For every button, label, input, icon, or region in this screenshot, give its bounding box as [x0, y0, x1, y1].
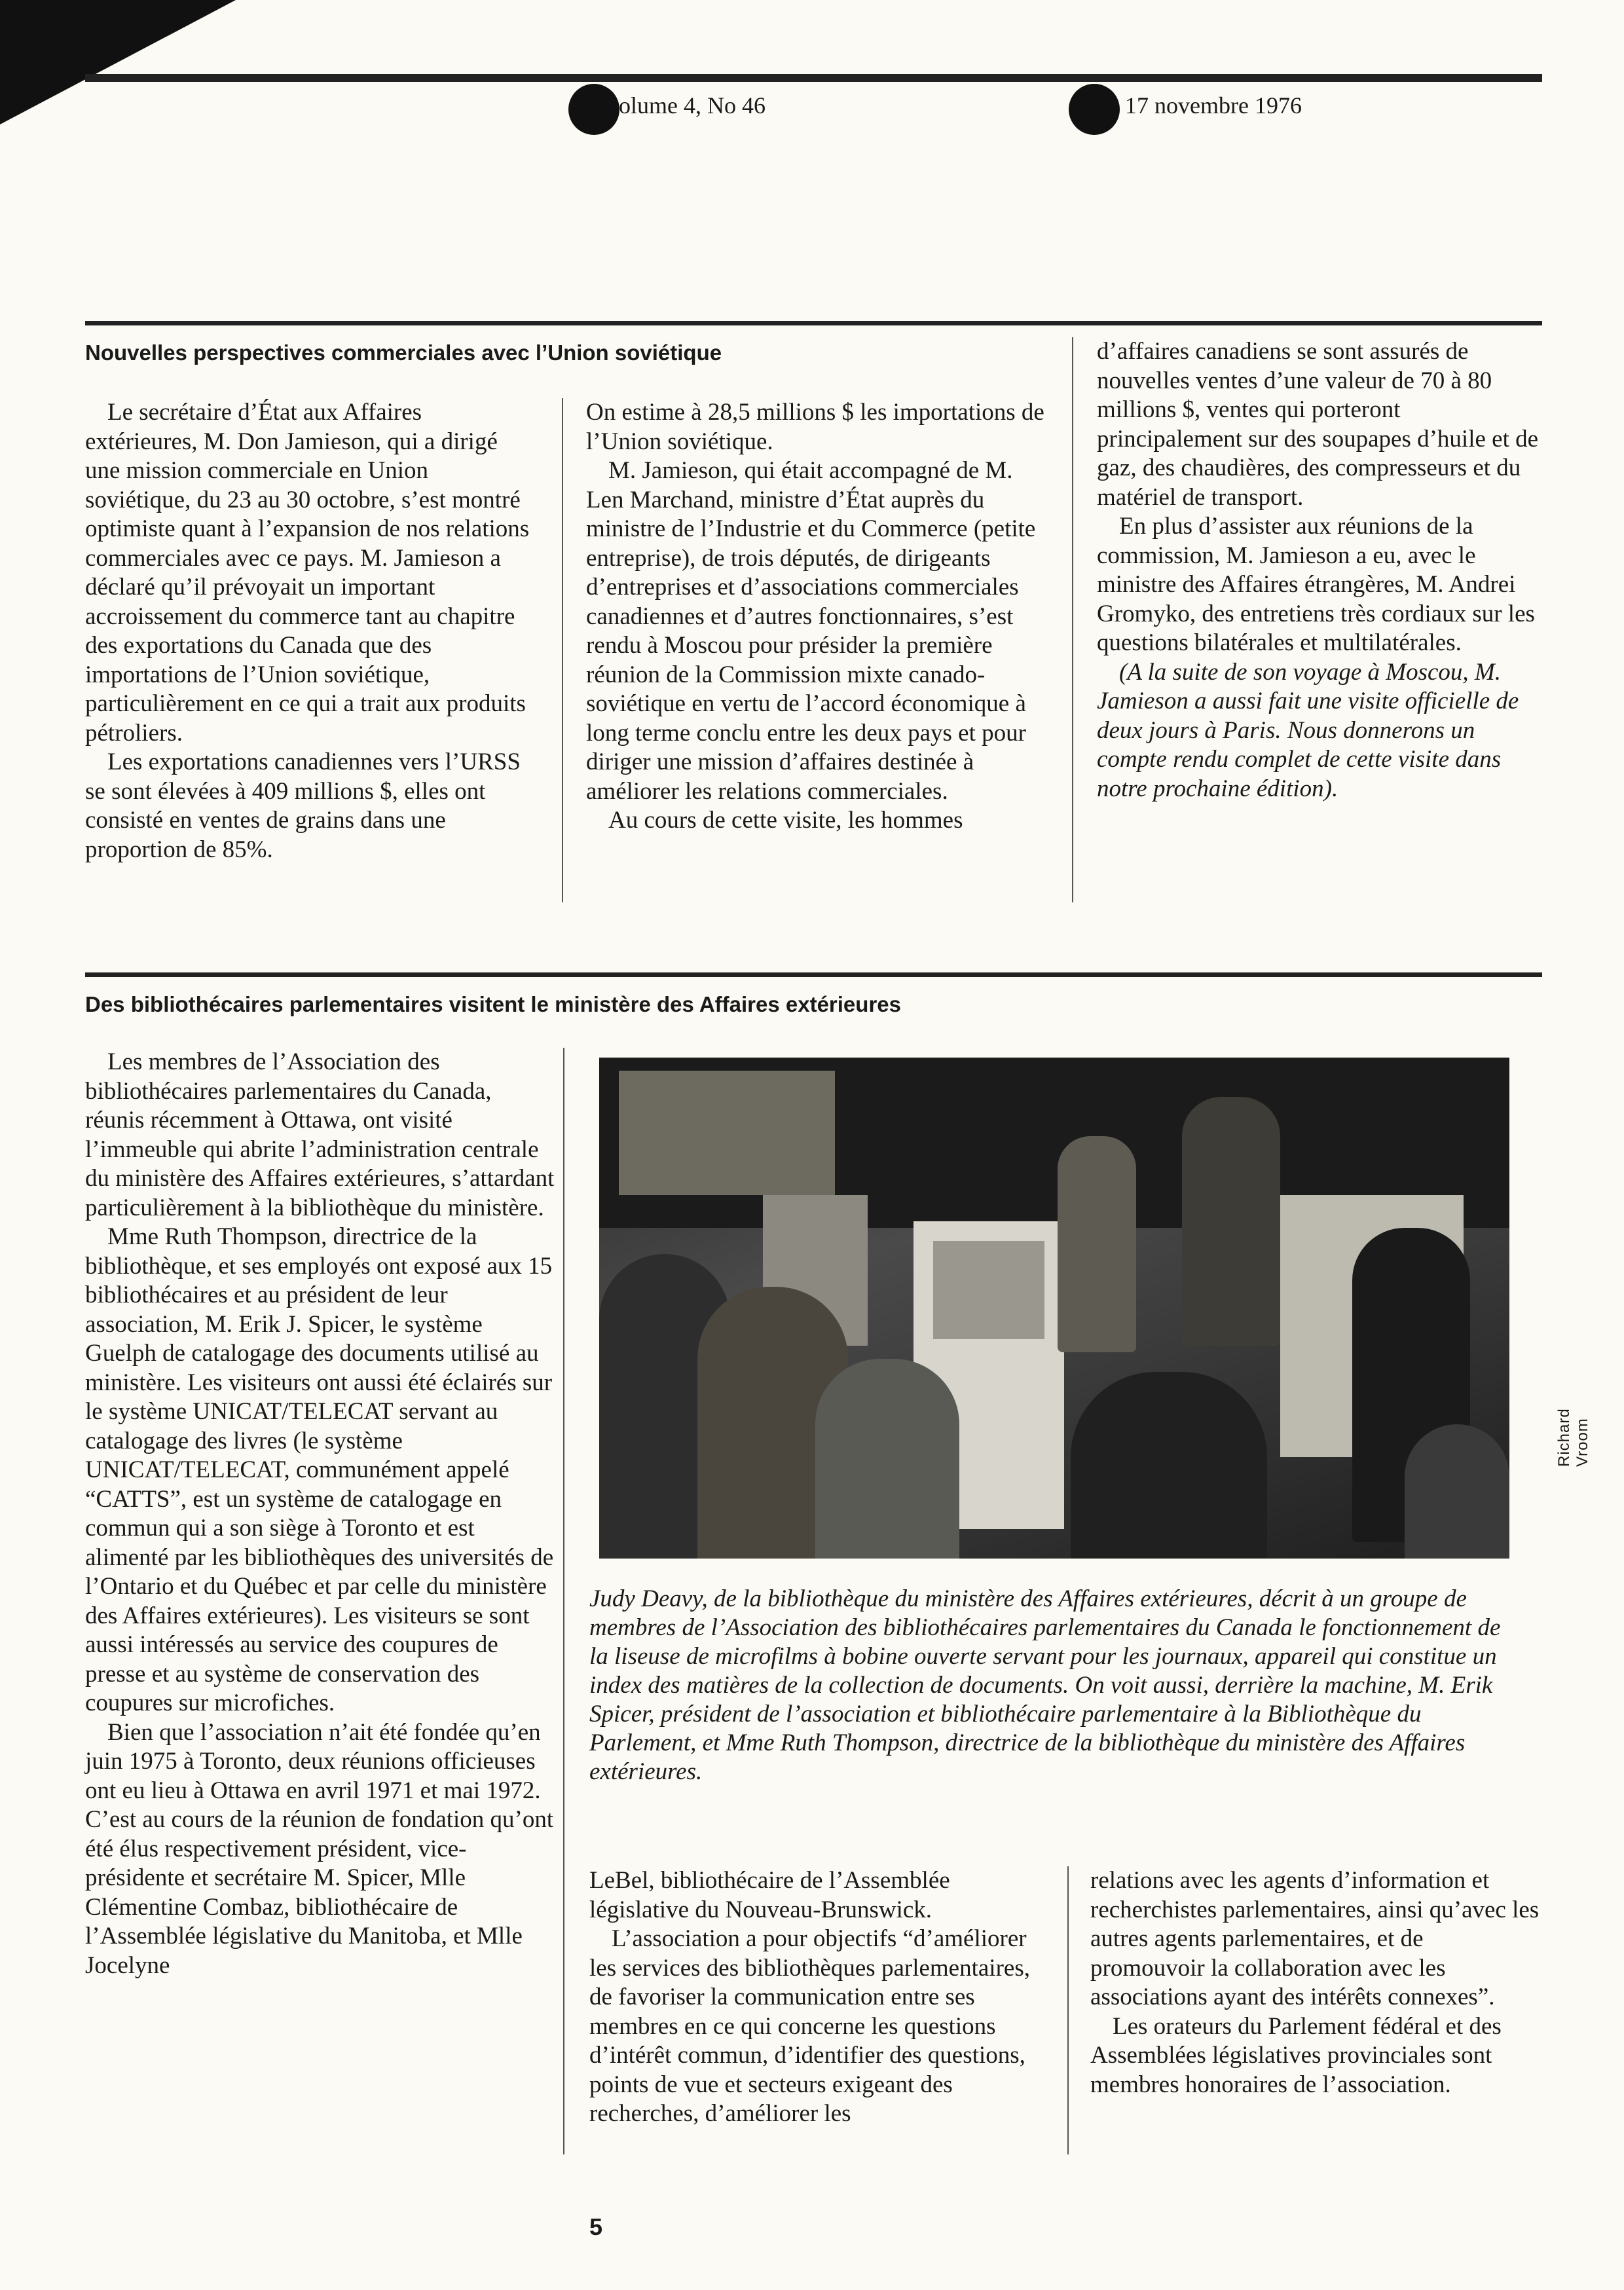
article2-headline: Des bibliothécaires parlementaires visitent le ministère des Affaires extérieures [85, 992, 901, 1016]
page-number: 5 [589, 2213, 603, 2240]
paragraph: Mme Ruth Thompson, directrice de la bibliothèque, et ses employés ont exposé aux 15 bibliothécaires et au président de leur association, M. Erik J. Spicer, le système Guelph de catalogage des documents utilisé au ministère. Les visiteurs ont aussi été éclairés sur le système UNICAT/TELECAT servant au catalogage des livres (le système UNICAT/TELECAT, communément appelé “CATTS”, est un système de catalogage en commun qui a son siège à Toronto et est alimenté par les bibliothèques des universités de l’Ontario et du Québec et par celle du ministère des Affaires extérieures). Les visiteurs se sont aussi intéressés au service des coupures de presse et au système de conservation des coupures sur microfiches. [85, 1223, 554, 1716]
paragraph: En plus d’assister aux réunions de la commission, M. Jamieson a eu, avec le ministre des Affaires étrangères, M. Andrei Gromyko, des entretiens très cordiaux sur les questions bilatérales et multilatérales. [1097, 513, 1535, 656]
photo-visitor-5 [1405, 1424, 1509, 1559]
paragraph: M. Jamieson, qui était accompagné de M. Len Marchand, ministre d’État auprès du ministre de l’Industrie et du Commerce (petite entreprise), de trois députés, de dirigeants d’entreprises et d’associations commerciales canadiennes et d’autres fonctionnaires, s’est rendu à Moscou pour présider la première réunion de la Commission mixte canado-soviétique en vertu de l’accord économique à long terme conclu entre les deux pays et pour diriger une mission d’affaires destinée à améliorer les relations commerciales. [586, 457, 1036, 805]
column-divider [562, 398, 563, 902]
photo-person-standing [1058, 1136, 1136, 1352]
article1-column-3 [1097, 337, 1542, 803]
photo-person-man [1182, 1097, 1280, 1346]
volume-number: olume 4, No 46 [619, 92, 766, 119]
paragraph: L’association a pour objectifs “d’améliorer les services des bibliothèques parlementaires, de favoriser la communication entre ses membres en ce qui concerne les questions d’intérêt commun, d’identifier des questions, points de vue et secteurs exigeant des recherches, d’améliorer les [589, 1925, 1030, 2127]
article1-rule [85, 321, 1542, 325]
article2-column-3 [1090, 1866, 1542, 2099]
article2-rule [85, 972, 1542, 977]
photo-reader-screen [933, 1241, 1044, 1339]
paragraph: Les orateurs du Parlement fédéral et des Assemblées législatives provinciales sont membres honoraires de l’association. [1090, 2012, 1502, 2098]
paragraph: d’affaires canadiens se sont assurés de nouvelles ventes d’une valeur de 70 à 80 millions $, ventes qui porteront principalement sur des soupapes d’huile et de gaz, des chaudières, des compresseurs et du matériel de transport. [1097, 338, 1539, 511]
column-divider [1072, 337, 1073, 902]
article1-column-1 [85, 398, 537, 864]
paragraph: Au cours de cette visite, les hommes [608, 807, 963, 834]
photo-caption: Judy Deavy, de la bibliothèque du ministère des Affaires extérieures, décrit à un groupe de membres de l’Association des bibliothécaires parlementaires du Canada le fonctionnement de la liseuse de microfilms à bobine ouverte servant pour les journaux, appareil qui constitue un index des matières de la collection de documents. On voit aussi, derrière la machine, M. Erik Spicer, président de l’association et bibliothécaire parlementaire à la Bibliothèque du Parlement, et Mme Ruth Thompson, directrice de la bibliothèque du ministère des Affaires extérieures. [589, 1585, 1501, 1785]
column-divider [563, 1048, 564, 2154]
library-photo [599, 1058, 1509, 1559]
photo-bulletin-board [619, 1071, 835, 1195]
punch-hole-right [1069, 84, 1120, 135]
paragraph: Le secrétaire d’État aux Affaires extérieures, M. Don Jamieson, qui a dirigé une mission commerciale en Union soviétique, du 23 au 30 octobre, s’est montré optimiste quant à l’expansion de nos relations commerciales avec ce pays. M. Jamieson a déclaré qu’il prévoyait un important accroissement du commerce tant au chapitre des exportations du Canada que des importations de l’Union soviétique, particulièrement en ce qui a trait aux produits pétroliers. [85, 399, 530, 747]
punch-hole-left [568, 84, 619, 135]
issue-date: 17 novembre 1976 [1125, 92, 1302, 119]
column-divider [1067, 1866, 1069, 2154]
paragraph: Les membres de l’Association des bibliothécaires parlementaires du Canada, réunis récemment à Ottawa, ont visité l’immeuble qui abrite l’administration centrale du ministère des Affaires extérieures, s’attardant particulièrement à la bibliothèque du ministère. [85, 1048, 555, 1221]
scan-corner-fold [0, 0, 236, 124]
photo-credit: Richard Vroom [1555, 1408, 1591, 1467]
paragraph: Bien que l’association n’ait été fondée qu’en juin 1975 à Toronto, deux réunions officieuses ont eu lieu à Ottawa en avril 1971 et mai 1972. C’est au cours de la réunion de fondation qu’ont été élus respectivement président, vice-présidente et secrétaire M. Spicer, Mlle Clémentine Combaz, bibliothécaire de l’Assemblée législative du Manitoba, et Mlle Jocelyne [85, 1718, 554, 1979]
article1-column-2 [586, 398, 1051, 836]
article2-column-1 [85, 1048, 557, 1980]
photo-visitor-3 [815, 1359, 959, 1559]
photo-visitor-4 [1071, 1372, 1267, 1559]
paragraph-italic-note: (A la suite de son voyage à Moscou, M. Jamieson a aussi fait une visite officielle de deux jours à Paris. Nous donnerons un compte rendu complet de cette visite dans notre prochaine édition). [1097, 658, 1519, 802]
article2-column-2 [589, 1866, 1048, 2129]
article1-headline: Nouvelles perspectives commerciales avec l’Union soviétique [85, 341, 722, 365]
paragraph: On estime à 28,5 millions $ les importations de l’Union soviétique. [586, 399, 1044, 455]
paragraph: relations avec les agents d’information et recherchistes parlementaires, ainsi qu’avec les autres agents parlementaires, et de promouvoir la collaboration avec les associations ayant des intérêts connexes”. [1090, 1867, 1540, 2010]
paragraph: LeBel, bibliothécaire de l’Assemblée législative du Nouveau-Brunswick. [589, 1867, 950, 1923]
header-rule [85, 74, 1542, 82]
paragraph: Les exportations canadiennes vers l’URSS se sont élevées à 409 millions $, elles ont consisté en ventes de grains dans une proportion de 85%. [85, 748, 521, 863]
